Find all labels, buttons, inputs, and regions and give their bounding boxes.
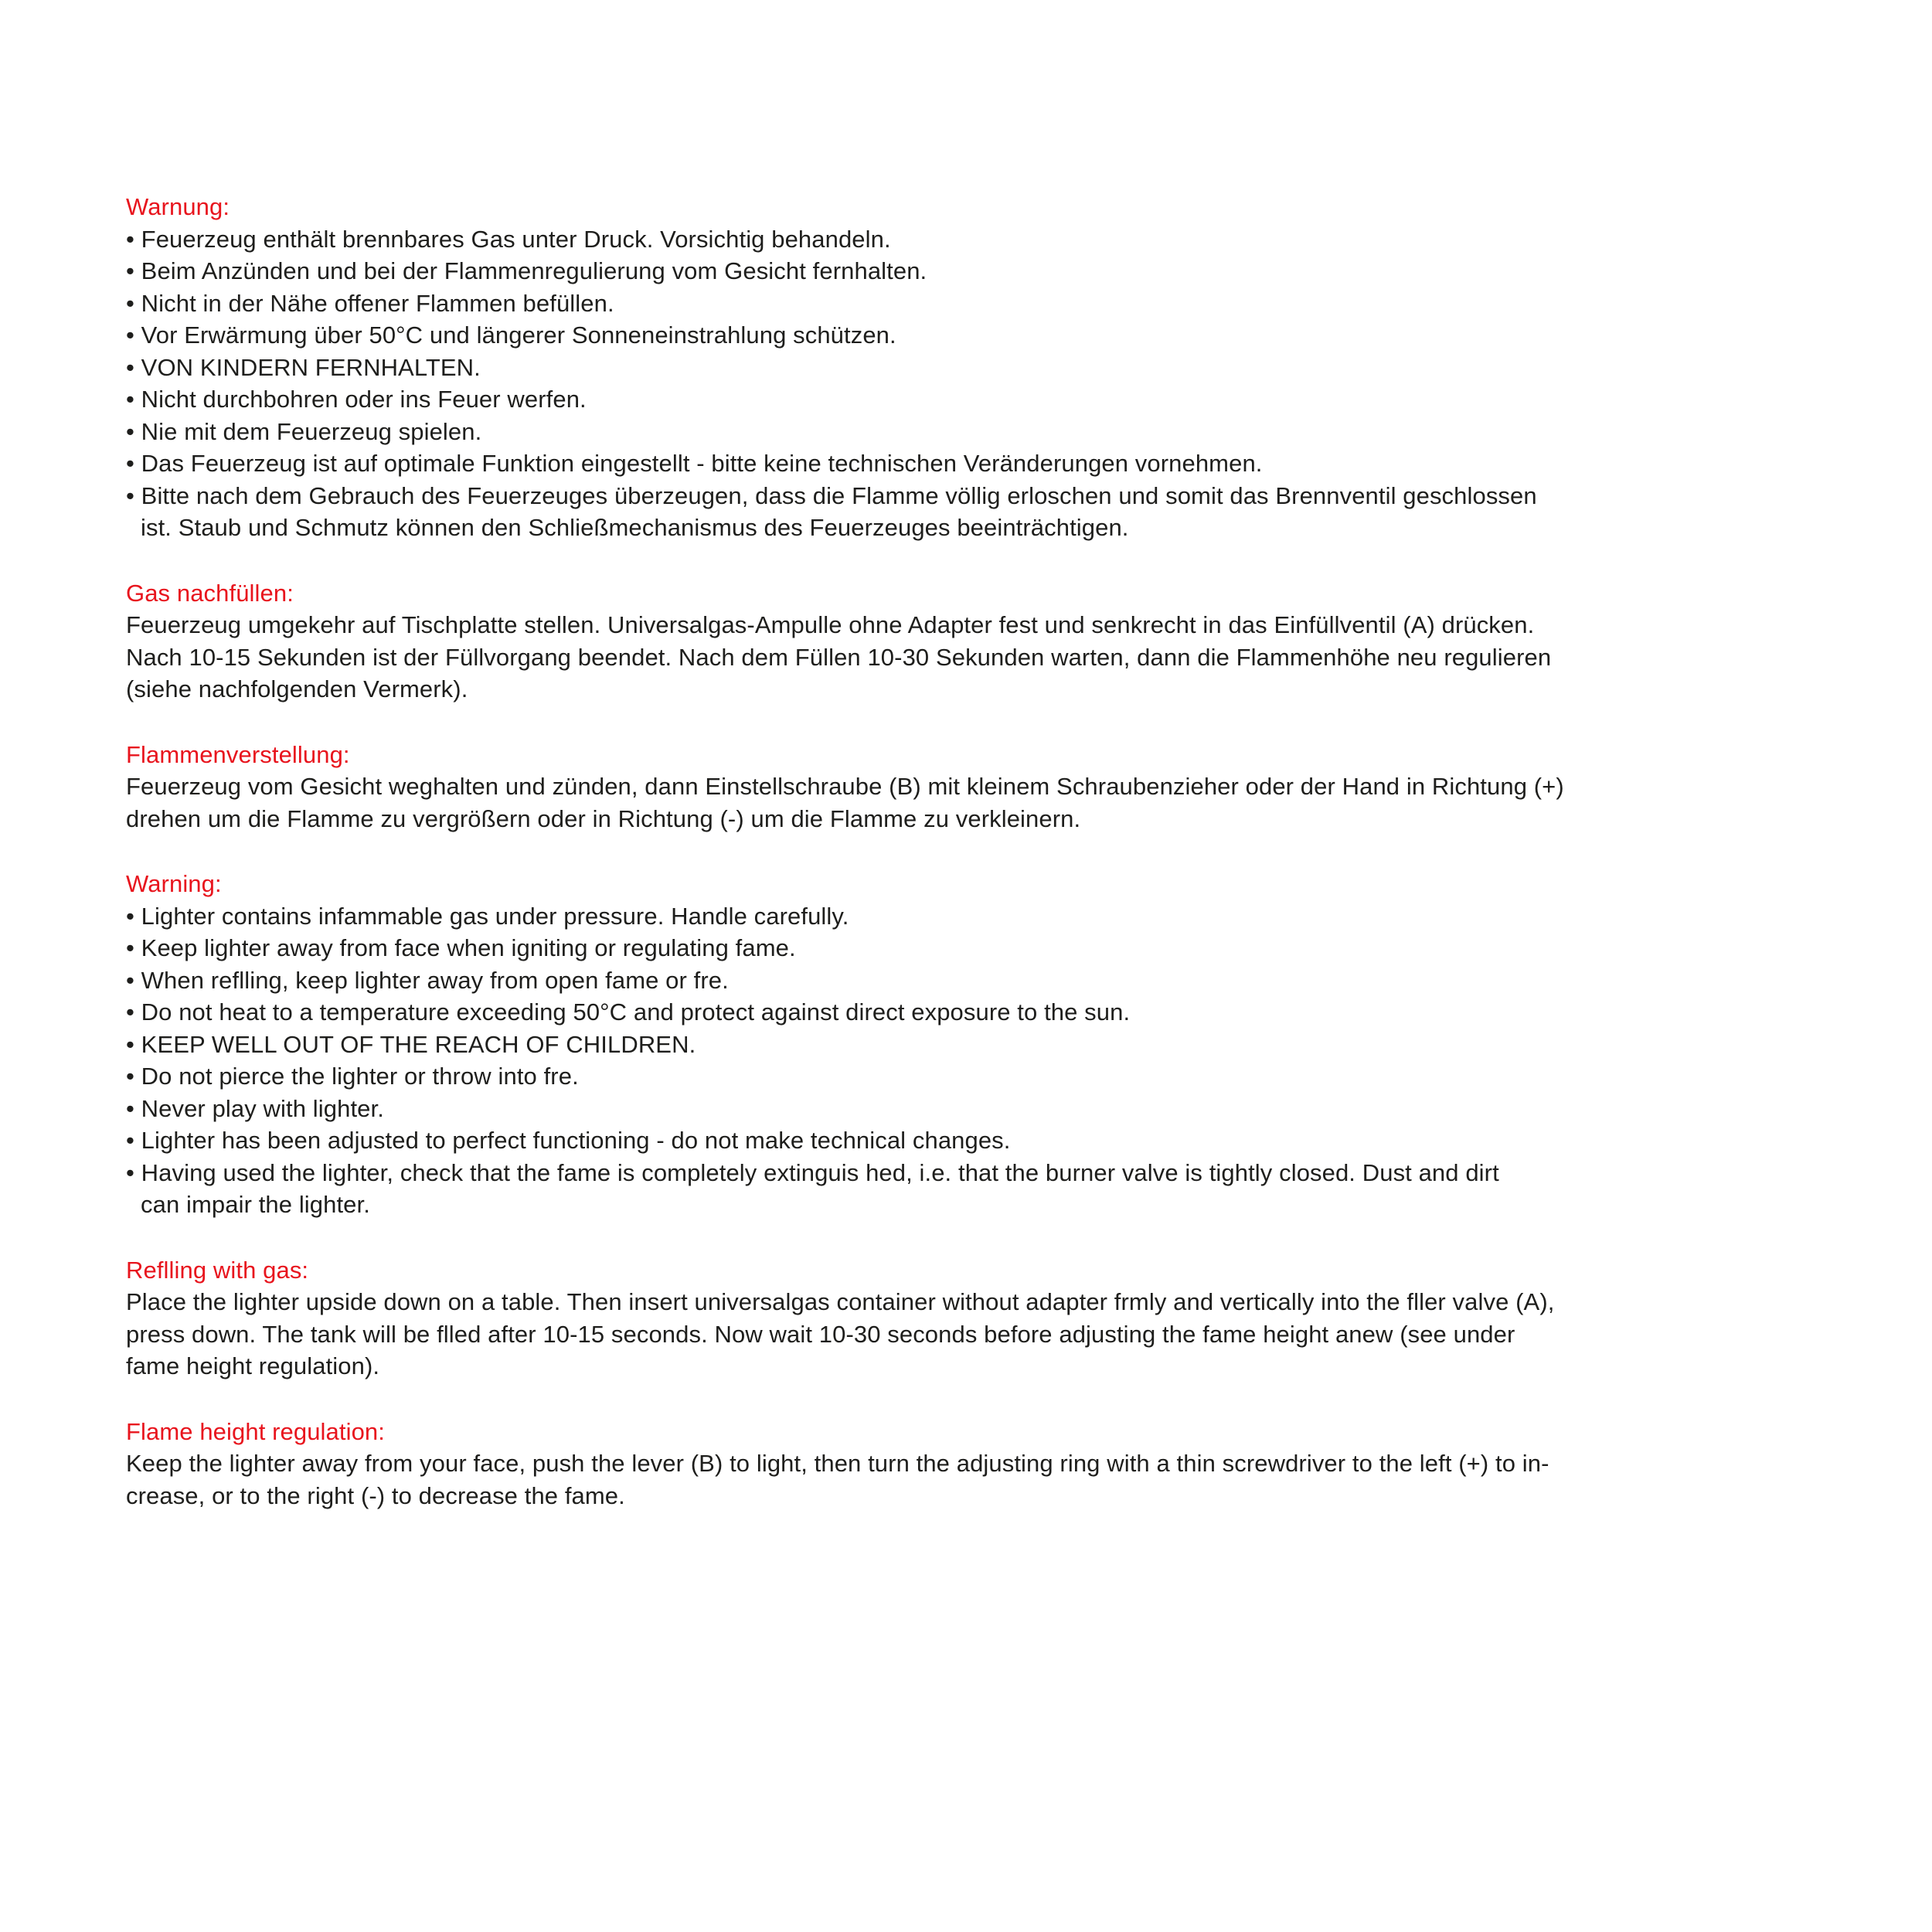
- paragraph-line: crease, or to the right (-) to decrease the fame.: [126, 1481, 625, 1509]
- paragraph-line: (siehe nachfolgenden Vermerk).: [126, 675, 468, 702]
- section-1: [126, 577, 1849, 706]
- bullet-line: • VON KINDERN FERNHALTEN.: [126, 353, 481, 381]
- bullet-line: • Nie mit dem Feuerzeug spielen.: [126, 417, 482, 445]
- paragraph-line: Feuerzeug vom Gesicht weghalten und zünden, dann Einstellschraube (B) mit kleinem Schraubenzieher oder der Hand in Richtung (+): [126, 773, 1564, 800]
- paragraph-line: Nach 10-15 Sekunden ist der Füllvorgang beendet. Nach dem Füllen 10-30 Sekunden warten, dann die Flammenhöhe neu regulieren: [126, 643, 1552, 671]
- bullet-line: • Das Feuerzeug ist auf optimale Funktion eingestellt - bitte keine technischen Veränderungen vornehmen.: [126, 450, 1263, 477]
- paragraph-line: fame height regulation).: [126, 1352, 380, 1379]
- section-4: [126, 1254, 1849, 1383]
- instruction-sheet: [126, 191, 1849, 1545]
- bullet-line: • Lighter has been adjusted to perfect functioning - do not make technical changes.: [126, 1127, 1011, 1154]
- bullet-line: • KEEP WELL OUT OF THE REACH OF CHILDREN.: [126, 1030, 696, 1058]
- bullet-line: • Feuerzeug enthält brennbares Gas unter Druck. Vorsichtig behandeln.: [126, 225, 891, 253]
- paragraph-line: drehen um die Flamme zu vergrößern oder in Richtung (-) um die Flamme zu verkleinern.: [126, 804, 1081, 832]
- section-2: [126, 739, 1849, 835]
- bullet-line: • Bitte nach dem Gebrauch des Feuerzeuges überzeugen, dass die Flamme völlig erloschen und somit das Brennventil geschlossen: [126, 481, 1537, 509]
- section-heading: Warning:: [126, 870, 222, 897]
- paragraph-line: Feuerzeug umgekehr auf Tischplatte stellen. Universalgas-Ampulle ohne Adapter fest und senkrecht in das Einfüllventil (A) drücken.: [126, 611, 1535, 638]
- paragraph-line: Place the lighter upside down on a table. Then insert universalgas container without adapter frmly and vertically into the fller valve (A),: [126, 1288, 1555, 1315]
- bullet-line: • Do not pierce the lighter or throw into fre.: [126, 1063, 579, 1090]
- paragraph-line: Keep the lighter away from your face, push the lever (B) to light, then turn the adjusting ring with a thin screwdriver to the left (+) to in-: [126, 1450, 1549, 1477]
- section-0: [126, 191, 1849, 544]
- section-heading: Reflling with gas:: [126, 1256, 309, 1284]
- bullet-line: • Never play with lighter.: [126, 1094, 384, 1122]
- bullet-continuation-line: can impair the lighter.: [141, 1191, 370, 1218]
- section-heading: Flammenverstellung:: [126, 740, 350, 768]
- section-3: [126, 868, 1849, 1221]
- bullet-line: • Nicht in der Nähe offener Flammen befüllen.: [126, 289, 614, 317]
- section-heading: Gas nachfüllen:: [126, 579, 294, 607]
- bullet-line: • Do not heat to a temperature exceeding 50°C and protect against direct exposure to the sun.: [126, 998, 1131, 1026]
- section-heading: Flame height regulation:: [126, 1417, 385, 1445]
- bullet-continuation-line: ist. Staub und Schmutz können den Schließmechanismus des Feuerzeuges beeinträchtigen.: [141, 514, 1129, 541]
- bullet-line: • Nicht durchbohren oder ins Feuer werfen.: [126, 386, 587, 413]
- bullet-line: • When reflling, keep lighter away from open fame or fre.: [126, 966, 729, 994]
- paragraph-line: press down. The tank will be flled after 10-15 seconds. Now wait 10-30 seconds before adjusting the fame height anew (see under: [126, 1320, 1515, 1348]
- bullet-line: • Beim Anzünden und bei der Flammenregulierung vom Gesicht fernhalten.: [126, 257, 927, 284]
- bullet-line: • Having used the lighter, check that the fame is completely extinguis hed, i.e. that the burner valve is tightly closed. Dust and dirt: [126, 1158, 1499, 1186]
- section-5: [126, 1416, 1849, 1512]
- bullet-line: • Lighter contains infammable gas under pressure. Handle carefully.: [126, 902, 849, 930]
- bullet-line: • Vor Erwärmung über 50°C und längerer Sonneneinstrahlung schützen.: [126, 321, 896, 349]
- section-heading: Warnung:: [126, 193, 230, 220]
- bullet-line: • Keep lighter away from face when igniting or regulating fame.: [126, 934, 796, 961]
